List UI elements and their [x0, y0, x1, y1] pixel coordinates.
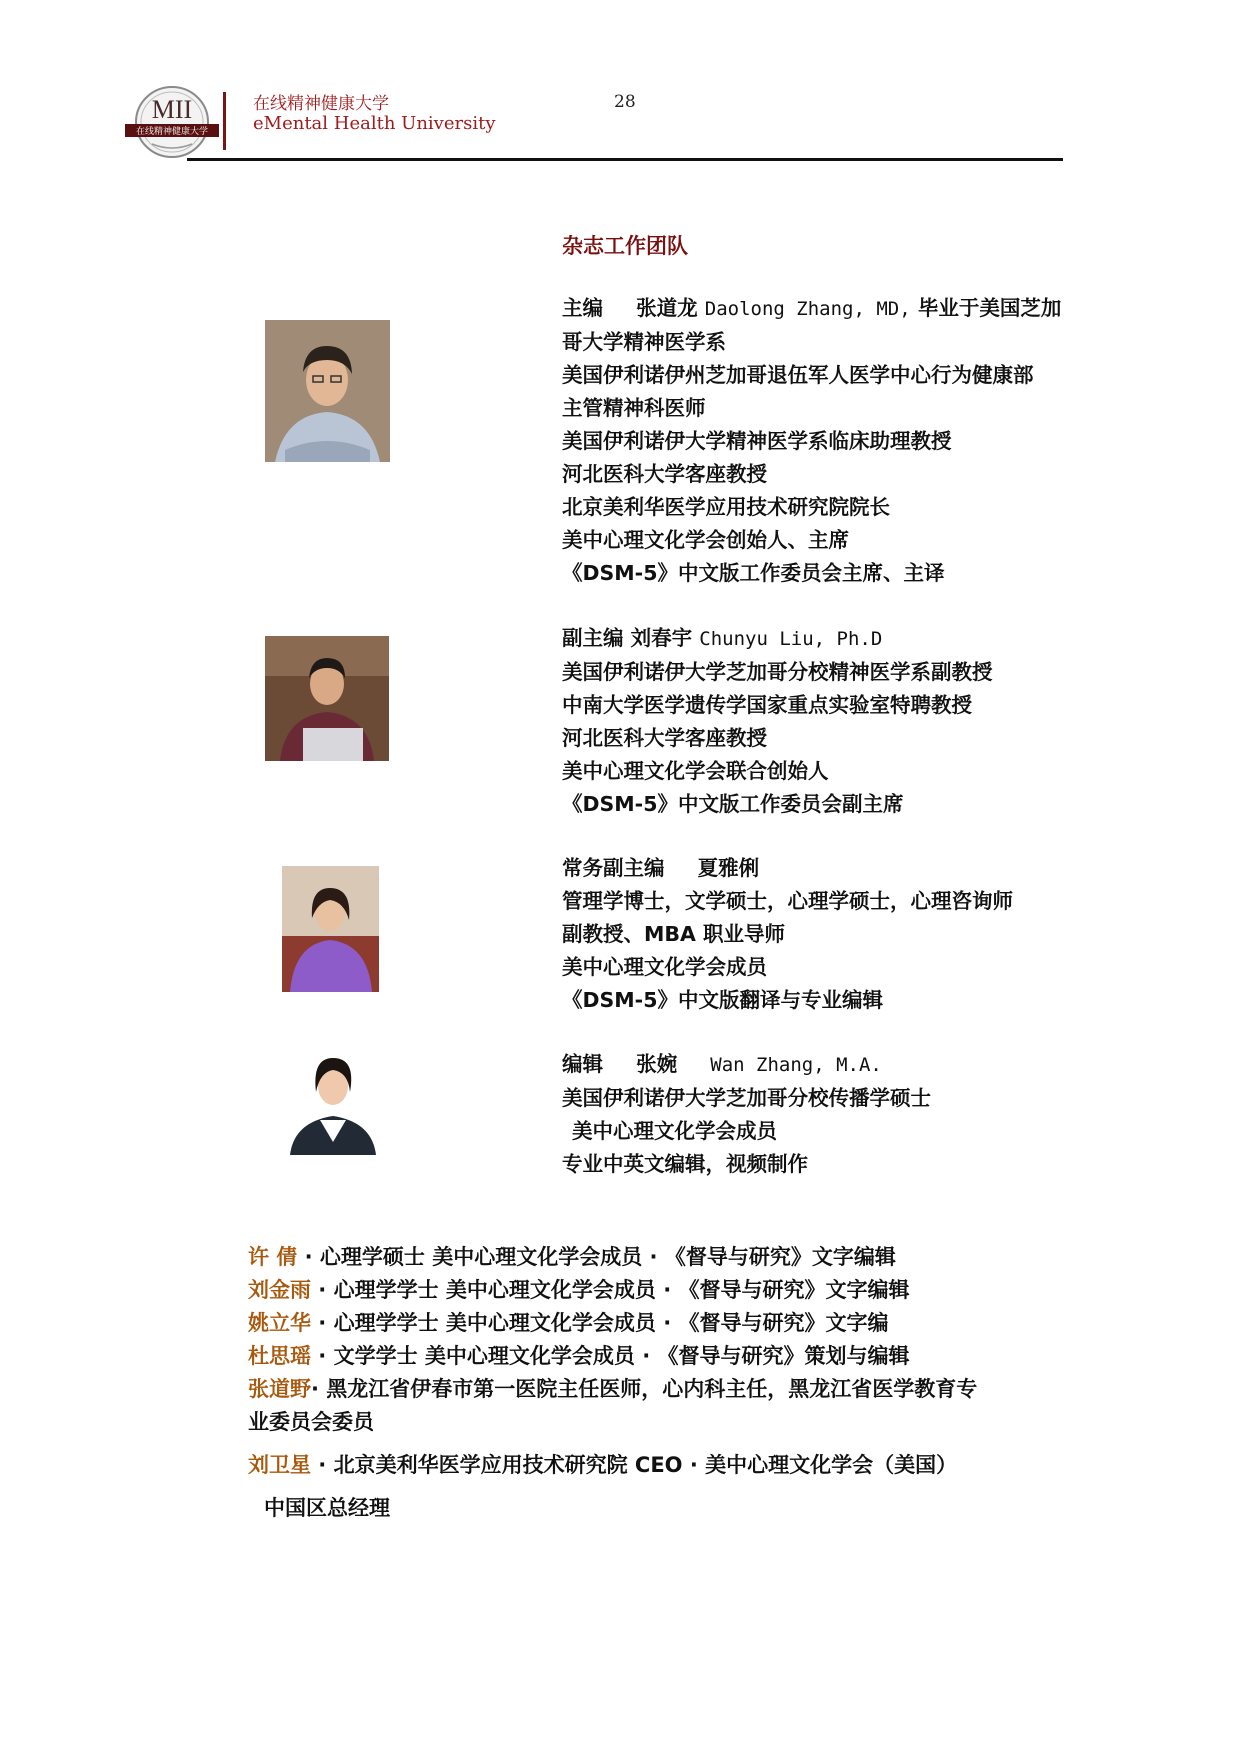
- header-title-chinese: 在线精神健康大学: [253, 94, 389, 114]
- member-executive-deputy-editor: [562, 852, 1122, 1017]
- contributor-description-continued: 中国区总经理: [264, 1496, 390, 1520]
- member-role: 副主编: [562, 626, 624, 650]
- member-name-en: Chunyu Liu, Ph.D: [699, 628, 883, 650]
- member-name-cn: 张婉: [636, 1052, 678, 1076]
- header-divider-vertical: [223, 92, 226, 150]
- page-number: 28: [614, 92, 636, 112]
- member-heading: [562, 292, 1122, 326]
- member-detail: 中南大学医学遗传学国家重点实验室特聘教授: [562, 693, 972, 717]
- contributor-row: [248, 1373, 1078, 1406]
- contributors-list: [248, 1241, 1078, 1525]
- logo-banner-text: 在线精神健康大学: [135, 127, 209, 137]
- member-detail: 管理学博士，文学硕士，心理学硕士，心理咨询师: [562, 889, 1013, 913]
- contributor-description-continued: 业委员会委员: [248, 1410, 374, 1434]
- contributor-name: 刘金雨: [248, 1278, 311, 1302]
- member-detail: 美中心理文化学会成员: [562, 955, 767, 979]
- member-detail: 美国伊利诺伊大学精神医学系临床助理教授: [562, 429, 952, 453]
- member-detail: 北京美利华医学应用技术研究院院长: [562, 495, 890, 519]
- member-detail: 专业中英文编辑，视频制作: [562, 1152, 808, 1176]
- member-heading: [562, 622, 1122, 656]
- contributor-name: 刘卫星: [248, 1453, 311, 1477]
- member-heading-tail: 毕业于美国芝加: [917, 296, 1062, 320]
- member-role: 常务副主编: [562, 856, 665, 880]
- contributor-name: 姚立华: [248, 1311, 311, 1335]
- member-deputy-editor: [562, 622, 1122, 821]
- executive-deputy-editor-photo: [282, 866, 379, 992]
- member-role: 编辑: [562, 1052, 603, 1076]
- member-editor-in-chief: [562, 292, 1122, 590]
- contributor-description: · 心理学学士 美中心理文化学会成员 · 《督导与研究》文字编辑: [311, 1278, 910, 1302]
- member-detail: 河北医科大学客座教授: [562, 726, 767, 750]
- member-detail: 《DSM-5》中文版翻译与专业编辑: [562, 988, 883, 1012]
- logo-seal-icon: [122, 84, 222, 160]
- contributor-row-continued: [248, 1492, 1078, 1525]
- section-heading: 杂志工作团队: [562, 234, 688, 258]
- deputy-editor-photo: [265, 636, 389, 761]
- logo-text: MII: [151, 95, 193, 124]
- member-detail: 《DSM-5》中文版工作委员会副主席: [562, 792, 904, 816]
- contributor-description: · 心理学硕士 美中心理文化学会成员 · 《督导与研究》文字编辑: [297, 1245, 896, 1269]
- contributor-row: [248, 1449, 1078, 1482]
- contributor-description: · 黑龙江省伊春市第一医院主任医师，心内科主任，黑龙江省医学教育专: [311, 1377, 978, 1401]
- contributor-row: [248, 1274, 1078, 1307]
- member-detail: 美中心理文化学会创始人、主席: [562, 528, 849, 552]
- member-detail: 美国伊利诺伊州芝加哥退伍军人医学中心行为健康部: [562, 363, 1034, 387]
- contributor-name: 许 倩: [248, 1245, 298, 1269]
- member-detail: 美国伊利诺伊大学芝加哥分校传播学硕士: [562, 1086, 931, 1110]
- contributor-description: · 文学学士 美中心理文化学会成员 · 《督导与研究》策划与编辑: [311, 1344, 910, 1368]
- contributor-row-continued: [248, 1406, 1078, 1439]
- member-detail: 副教授、MBA 职业导师: [562, 922, 786, 946]
- member-detail: 河北医科大学客座教授: [562, 462, 767, 486]
- contributor-name: 杜思瑶: [248, 1344, 311, 1368]
- header-title-english: eMental Health University: [253, 113, 496, 134]
- member-detail: 美中心理文化学会联合创始人: [562, 759, 829, 783]
- member-detail: 美中心理文化学会成员: [572, 1119, 777, 1143]
- member-name-cn: 张道龙: [636, 296, 698, 320]
- member-role: 主编: [562, 296, 603, 320]
- member-editor: [562, 1048, 1122, 1181]
- contributor-name: 张道野: [248, 1377, 311, 1401]
- member-detail: 《DSM-5》中文版工作委员会主席、主译: [562, 561, 945, 585]
- member-name-en: Wan Zhang, M.A.: [710, 1054, 882, 1076]
- contributor-row: [248, 1340, 1078, 1373]
- member-name-cn: 刘春宇: [630, 626, 693, 650]
- member-detail: 主管精神科医师: [562, 396, 706, 420]
- contributor-row: [248, 1307, 1078, 1340]
- header-divider-horizontal: [187, 158, 1063, 161]
- member-detail: 美国伊利诺伊大学芝加哥分校精神医学系副教授: [562, 660, 993, 684]
- member-name-en: Daolong Zhang, MD,: [704, 298, 911, 320]
- member-heading: [562, 1048, 1122, 1082]
- editor-in-chief-photo: [265, 320, 390, 462]
- university-logo: [122, 84, 222, 160]
- member-heading: [562, 852, 1122, 885]
- contributor-description: · 心理学学士 美中心理文化学会成员 · 《督导与研究》文字编: [311, 1311, 889, 1335]
- member-heading-continued: 哥大学精神医学系: [562, 330, 726, 354]
- contributor-row: [248, 1241, 1078, 1274]
- contributor-description: · 北京美利华医学应用技术研究院 CEO · 美中心理文化学会（美国）: [311, 1453, 958, 1477]
- editor-photo: [288, 1042, 378, 1155]
- member-name-cn: 夏雅俐: [697, 856, 760, 880]
